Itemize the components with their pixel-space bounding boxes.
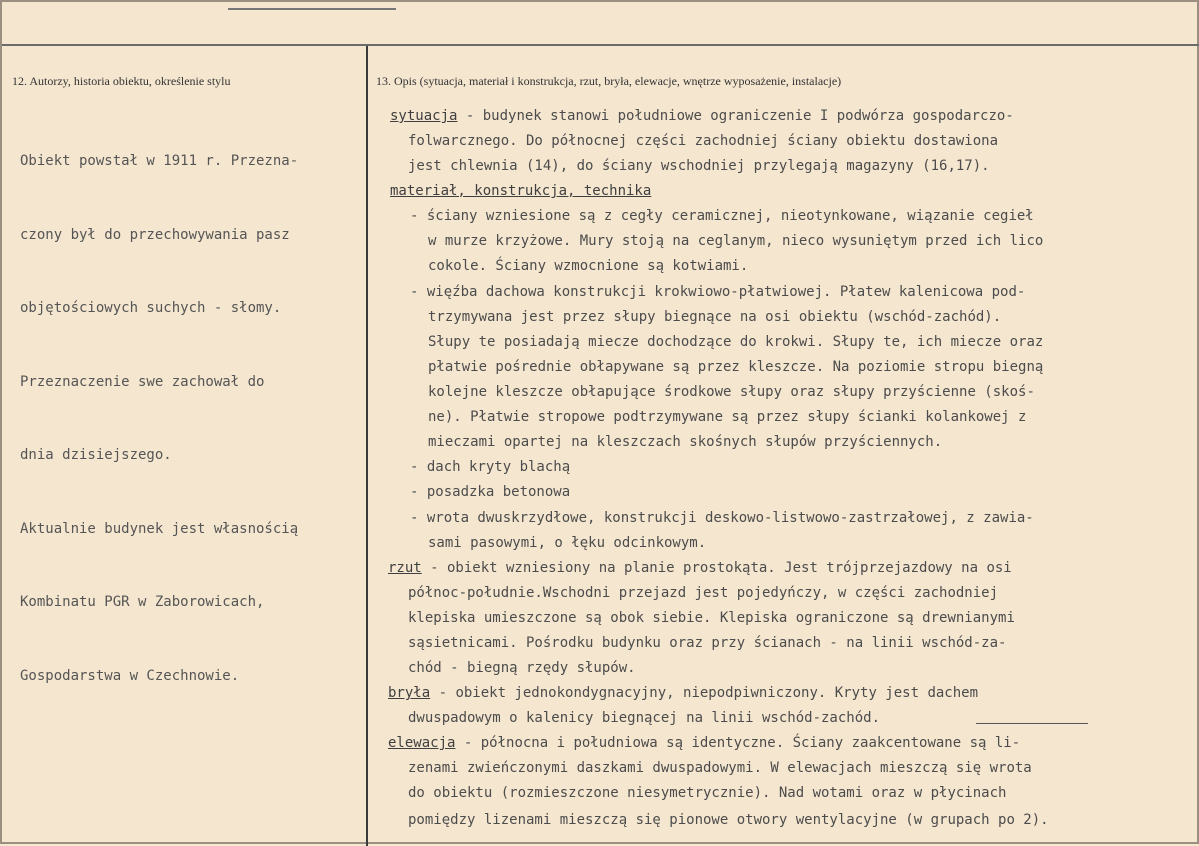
rzut-line: chód - biegną rzędy słupów. — [408, 660, 636, 676]
history-line: Aktualnie budynek jest własnością — [20, 520, 299, 537]
sytuacja-line: sytuacja - budynek stanowi południowe ograniczenie I podwórza gospodarczo- — [390, 108, 1014, 124]
elewacja-line: elewacja - północna i południowa są identyczne. Ściany zaakcentowane są li- — [388, 735, 1021, 751]
material-line: sami pasowymi, o łęku odcinkowym. — [428, 535, 707, 551]
sytuacja-line: jest chlewnia (14), do ściany wschodniej przylegają magazyny (16,17). — [408, 158, 990, 174]
material-line: - dach kryty blachą — [410, 459, 571, 475]
history-text — [20, 100, 360, 737]
material-line: - więźba dachowa konstrukcji krokwiowo-płatwiowej. Płatew kalenicowa pod- — [410, 284, 1026, 300]
history-line: dnia dzisiejszego. — [20, 447, 172, 463]
blank-rule — [976, 723, 1088, 724]
rzut-line: sąsietnicami. Pośrodku budynku oraz przy ścianach - na linii wschód-za- — [408, 635, 1007, 651]
material-line: Słupy te posiadają miecze dochodzące do krokwi. Słupy te, ich miecze oraz — [428, 334, 1044, 350]
material-line: w murze krzyżowe. Mury stoją na ceglanym, nieco wysuniętym przed ich lico — [428, 233, 1044, 249]
rzut-heading: rzut — [388, 560, 422, 576]
bryla-line: bryła - obiekt jednokondygnacyjny, niepodpiwniczony. Kryty jest dachem — [388, 685, 979, 701]
history-line: Obiekt powstał w 1911 r. Przezna- — [20, 153, 299, 169]
material-line: - posadzka betonowa — [410, 484, 571, 500]
history-line: Przeznaczenie swe zachował do — [20, 373, 265, 390]
material-line: - ściany wzniesione są z cegły ceramicznej, nieotynkowane, wiązanie cegieł — [410, 208, 1034, 224]
bryla-heading: bryła — [388, 685, 431, 701]
history-line: Kombinatu PGR w Zaborowicach, — [20, 594, 265, 610]
history-line: objętościowych suchych - słomy. — [20, 300, 282, 316]
history-line: czony był do przechowywania pasz — [20, 226, 290, 243]
elewacja-line: pomiędzy lizenami mieszczą się pionowe otwory wentylacyjne (w grupach po 2). — [408, 812, 1049, 828]
rzut-line: północ-południe.Wschodni przejazd jest pojedyńczy, w części zachodniej — [408, 585, 999, 601]
material-line: mieczami opartej na kleszczach skośnych słupów przyściennych. — [428, 434, 943, 450]
top-rule — [2, 44, 1199, 46]
bryla-line: dwuspadowym o kalenicy biegnącej na linii wschód-zachód. — [408, 710, 881, 726]
elewacja-heading: elewacja — [388, 735, 456, 751]
sytuacja-line: folwarcznego. Do północnej części zachodniej ściany obiektu dostawiona — [408, 133, 999, 149]
material-line: cokole. Ściany wzmocnione są kotwiami. — [428, 258, 749, 274]
material-line: ne). Płatwie stropowe podtrzymywane są przez słupy ścianki kolankowej z — [428, 409, 1027, 425]
material-line: - wrota dwuskrzydłowe, konstrukcji deskowo-listwowo-zastrzałowej, z zawia- — [410, 510, 1034, 526]
material-line: kolejne kleszcze obłapujące środkowe słupy oraz słupy przyścienne (skoś- — [428, 384, 1035, 400]
rzut-line: klepiska umieszczone są obok siebie. Klepiska ograniczone są drewnianymi — [408, 610, 1015, 626]
elewacja-line: do obiektu (rozmieszczone niesymetrycznie). Nad wotami oraz w płycinach — [408, 785, 1007, 801]
material-heading: materiał, konstrukcja, technika — [390, 183, 652, 199]
column-divider — [366, 46, 368, 846]
top-mark — [228, 8, 396, 10]
material-line: trzymywana jest przez słupy biegnące na osi obiektu (wschód-zachód). — [428, 309, 1002, 325]
sytuacja-heading: sytuacja — [390, 108, 458, 124]
field-13-label: 13. Opis (sytuacja, materiał i konstrukcja, rzut, bryła, elewacje, wnętrze wyposażenie, instalacje) — [376, 74, 842, 88]
material-line: płatwie pośrednie obłapywane są przez kleszcze. Na poziomie stropu biegną — [428, 359, 1044, 375]
history-line: Gospodarstwa w Czechnowie. — [20, 667, 240, 684]
elewacja-line: zenami zwieńczonymi daszkami dwuspadowymi. W elewacjach mieszczą się wrota — [408, 760, 1032, 776]
rzut-line: rzut - obiekt wzniesiony na planie prostokąta. Jest trójprzejazdowy na osi — [388, 560, 1012, 576]
field-12-label: 12. Autorzy, historia obiektu, określenie stylu — [12, 74, 231, 88]
